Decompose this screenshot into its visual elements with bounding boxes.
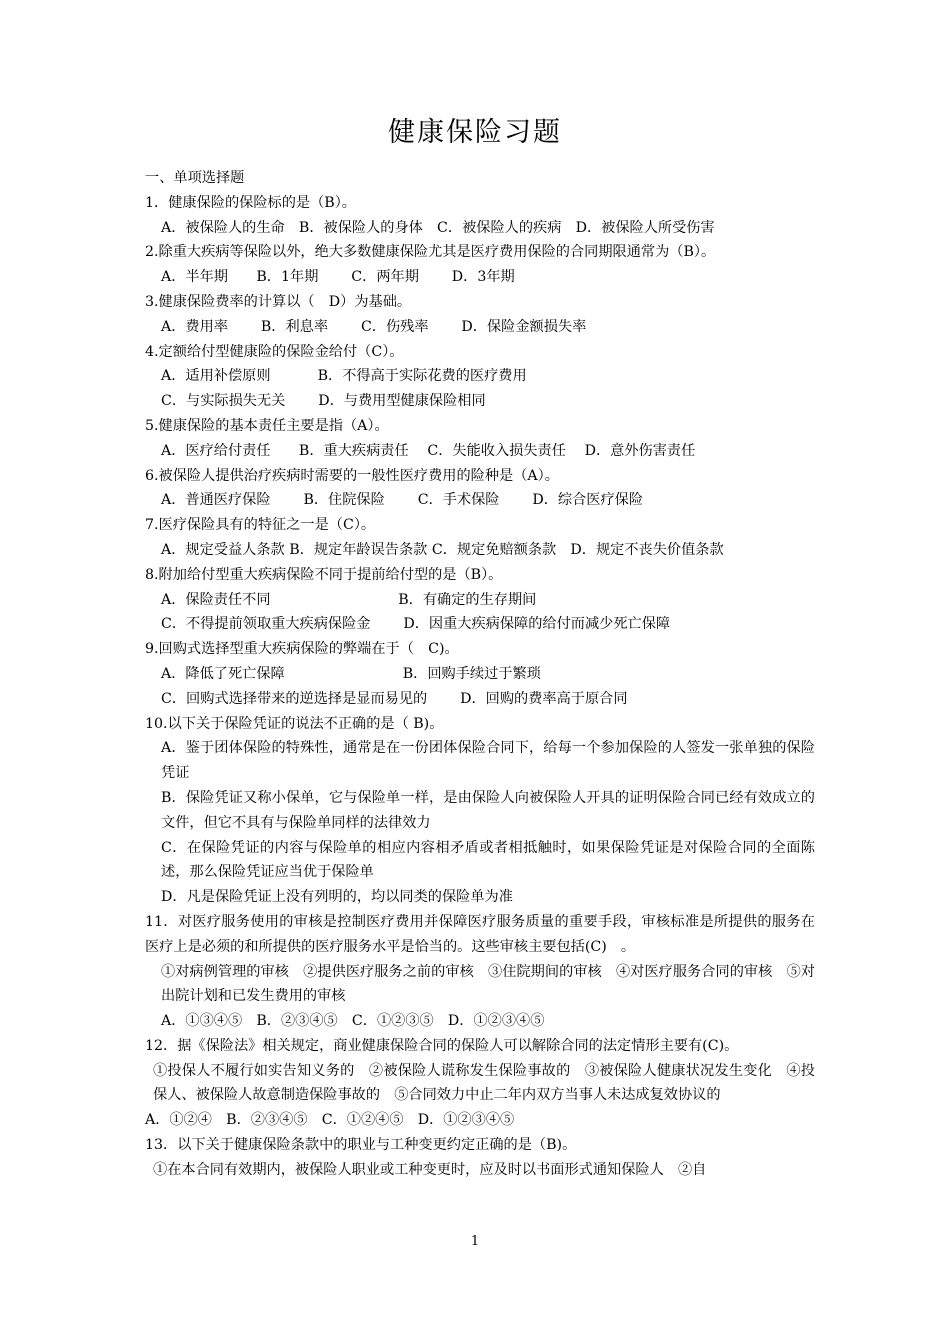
question-4 <box>145 340 815 414</box>
option-line: A．医疗给付责任 B．重大疾病责任 C．失能收入损失责任 D．意外伤害责任 <box>161 442 696 459</box>
option-line: A．普通医疗保险 B．住院保险 C．手术保险 D．综合医疗保险 <box>161 492 644 509</box>
option-line: A．被保险人的生命 B．被保险人的身体 C．被保险人的疾病 D．被保险人所受伤害 <box>161 219 715 236</box>
option-line: C．与实际损失无关 D．与费用型健康保险相同 <box>161 393 486 410</box>
question-stem: 2.除重大疾病等保险以外，绝大多数健康保险尤其是医疗费用保险的合同期限通常为（B）。 <box>145 244 716 261</box>
question-11 <box>145 910 815 1034</box>
question-stem: 12．据《保险法》相关规定，商业健康保险合同的保险人可以解除合同的法定情形主要有(C)。 <box>145 1037 739 1054</box>
question-stem: 13．以下关于健康保险条款中的职业与工种变更约定正确的是（B)。 <box>145 1137 577 1154</box>
question-stem: 5.健康保险的基本责任主要是指（A）。 <box>145 417 389 434</box>
question-options: A．①②④ B．②③④⑤ C．①②④⑤ D．①②③④⑤ <box>145 1112 515 1129</box>
option-c: C．在保险凭证的内容与保险单的相应内容相矛盾或者相抵触时，如果保险凭证是对保险合同的全面陈述，那么保险凭证应当优于保险单 <box>161 839 815 881</box>
option-line: C．回购式选择带来的逆选择是显而易见的 D．回购的费率高于原合同 <box>161 690 628 707</box>
question-8 <box>145 563 815 637</box>
option-d: D．凡是保险凭证上没有列明的，均以同类的保险单为准 <box>161 889 513 906</box>
question-stem: 4.定额给付型健康险的保险金给付（C）。 <box>145 343 404 360</box>
question-stem: 9.回购式选择型重大疾病保险的弊端在于（ C)。 <box>145 641 459 658</box>
question-items: ①投保人不履行如实告知义务的 ②被保险人谎称发生保险事故的 ③被保险人健康状况发生变化 ④投保人、被保险人故意制造保险事故的 ⑤合同效力中止二年内双方当事人未达成复效协议的 <box>153 1062 815 1104</box>
question-stem: 8.附加给付型重大疾病保险不同于提前给付型的是（B）。 <box>145 566 503 583</box>
question-stem: 11．对医疗服务使用的审核是控制医疗费用并保障医疗服务质量的重要手段，审核标准是所提供的服务在医疗上是必须的和所提供的医疗服务水平是恰当的。这些审核主要包括(C) 。 <box>145 913 815 955</box>
option-b: B．保险凭证又称小保单，它与保险单一样，是由保险人向被保险人开具的证明保险合同已经有效成立的文件，但它不具有与保险单同样的法律效力 <box>161 789 815 831</box>
document-body <box>145 166 815 1183</box>
option-line: A．费用率 B．利息率 C．伤残率 D．保险金额损失率 <box>161 318 587 335</box>
option-line: C．不得提前领取重大疾病保险金 D．因重大疾病保障的给付而减少死亡保障 <box>161 616 671 633</box>
question-items: ①对病例管理的审核 ②提供医疗服务之前的审核 ③住院期间的审核 ④对医疗服务合同的审核 ⑤对出院计划和已发生费用的审核 <box>161 963 815 1005</box>
question-stem: 6.被保险人提供治疗疾病时需要的一般性医疗费用的险种是（A）。 <box>145 467 559 484</box>
question-items: ①在本合同有效期内，被保险人职业或工种变更时，应及时以书面形式通知保险人 ②自 <box>153 1161 707 1178</box>
option-line: A．降低了死亡保障 B．回购手续过于繁琐 <box>161 665 541 682</box>
question-list <box>145 191 815 712</box>
document-title: 健康保险习题 <box>388 117 562 148</box>
question-options: A．①③④⑤ B．②③④⑤ C．①②③⑤ D．①②③④⑤ <box>161 1013 545 1030</box>
question-10 <box>145 712 815 910</box>
question-stem: 7.医疗保险具有的特征之一是（C）。 <box>145 517 376 534</box>
option-line: A．规定受益人条款 B．规定年龄误告条款 C．规定免赔额条款 D．规定不丧失价值条款 <box>161 541 724 558</box>
question-12 <box>145 1034 815 1133</box>
question-stem: 1．健康保险的保险标的是（B）。 <box>145 194 356 211</box>
question-6 <box>145 464 815 514</box>
option-line: A．半年期 B．1年期 C．两年期 D．3年期 <box>161 269 515 286</box>
question-stem: 10.以下关于保险凭证的说法不正确的是（ B)。 <box>145 715 444 732</box>
question-7 <box>145 513 815 563</box>
option-line: A．适用补偿原则 B．不得高于实际花费的医疗费用 <box>161 368 527 385</box>
option-a: A．鉴于团体保险的特殊性，通常是在一份团体保险合同下，给每一个参加保险的人签发一张单独的保险凭证 <box>161 740 815 782</box>
section-heading: 一、单项选择题 <box>145 170 245 186</box>
question-13 <box>145 1133 815 1183</box>
page-number: 1 <box>470 1234 480 1249</box>
question-9 <box>145 637 815 711</box>
question-2 <box>145 240 815 290</box>
option-line: A．保险责任不同 B．有确定的生存期间 <box>161 591 537 608</box>
question-5 <box>145 414 815 464</box>
question-1 <box>145 191 815 241</box>
question-stem: 3.健康保险费率的计算以（ D）为基础。 <box>145 293 412 310</box>
question-3 <box>145 290 815 340</box>
